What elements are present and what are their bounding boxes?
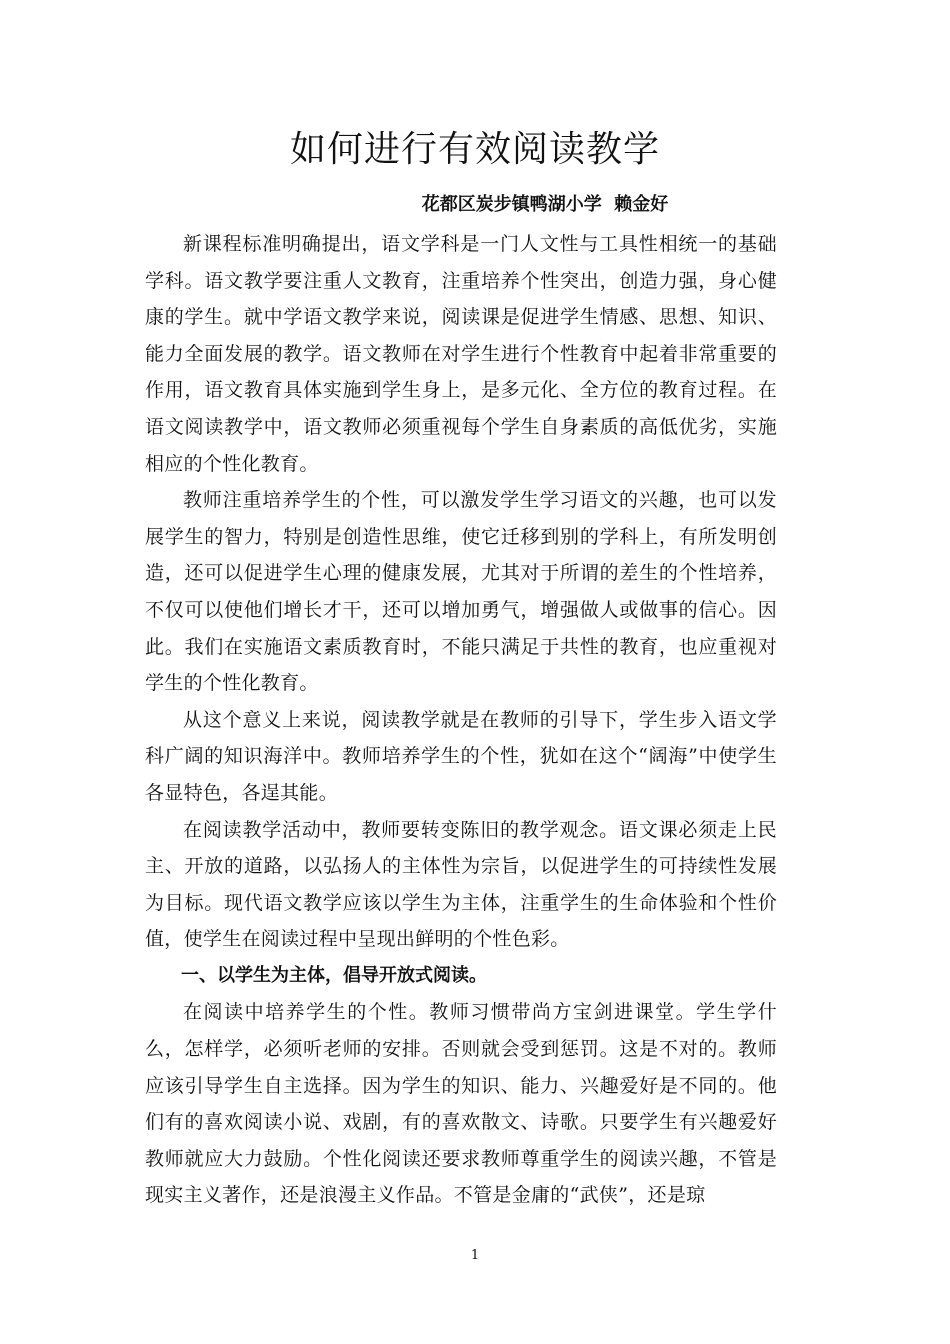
section-heading-1: 一、以学生为主体，倡导开放式阅读。	[181, 964, 487, 986]
document-body	[145, 226, 777, 1214]
page-number: 1	[470, 1248, 480, 1263]
paragraph-4: 在阅读教学活动中，教师要转变陈旧的教学观念。语文课必须走上民主、开放的道路，以弘扬人的主体性为宗旨，以促进学生的可持续性发展为目标。现代语文教学应该以学生为主体，注重学生的生命体验和个性价值，使学生在阅读过程中呈现出鲜明的个性色彩。	[145, 818, 777, 951]
paragraph-1: 新课程标准明确提出，语文学科是一门人文性与工具性相统一的基础学科。语文教学要注重人文教育，注重培养个性突出，创造力强，身心健康的学生。就中学语文教学来说，阅读课是促进学生情感、思想、知识、能力全面发展的教学。语文教师在对学生进行个性教育中起着非常重要的作用，语文教育具体实施到学生身上，是多元化、全方位的教育过程。在语文阅读教学中，语文教师必须重视每个学生自身素质的高低优劣，实施相应的个性化教育。	[145, 233, 777, 475]
paragraph-5: 在阅读中培养学生的个性。教师习惯带尚方宝剑进课堂。学生学什么，怎样学，必须听老师的安排。否则就会受到惩罚。这是不对的。教师应该引导学生自主选择。因为学生的知识、能力、兴趣爱好是不同的。他们有的喜欢阅读小说、戏剧，有的喜欢散文、诗歌。只要学生有兴趣爱好教师就应大力鼓励。个性化阅读还要求教师尊重学生的阅读兴趣，不管是现实主义著作，还是浪漫主义作品。不管是金庸的“武侠”，还是琼	[145, 1001, 777, 1207]
document-title: 如何进行有效阅读教学	[289, 129, 660, 170]
author-byline: 花都区炭步镇鸭湖小学 赖金好	[421, 194, 669, 215]
paragraph-2: 教师注重培养学生的个性，可以激发学生学习语文的兴趣，也可以发展学生的智力，特别是创造性思维，使它迁移到别的学科上，有所发明创造，还可以促进学生心理的健康发展，尤其对于所谓的差生的个性培养，不仅可以使他们增长才干，还可以增加勇气，增强做人或做事的信心。因此。我们在实施语文素质教育时，不能只满足于共性的教育，也应重视对学生的个性化教育。	[145, 489, 777, 695]
paragraph-3: 从这个意义上来说，阅读教学就是在教师的引导下，学生步入语文学科广阔的知识海洋中。教师培养学生的个性，犹如在这个“阔海”中使学生各显特色，各逞其能。	[145, 708, 777, 804]
